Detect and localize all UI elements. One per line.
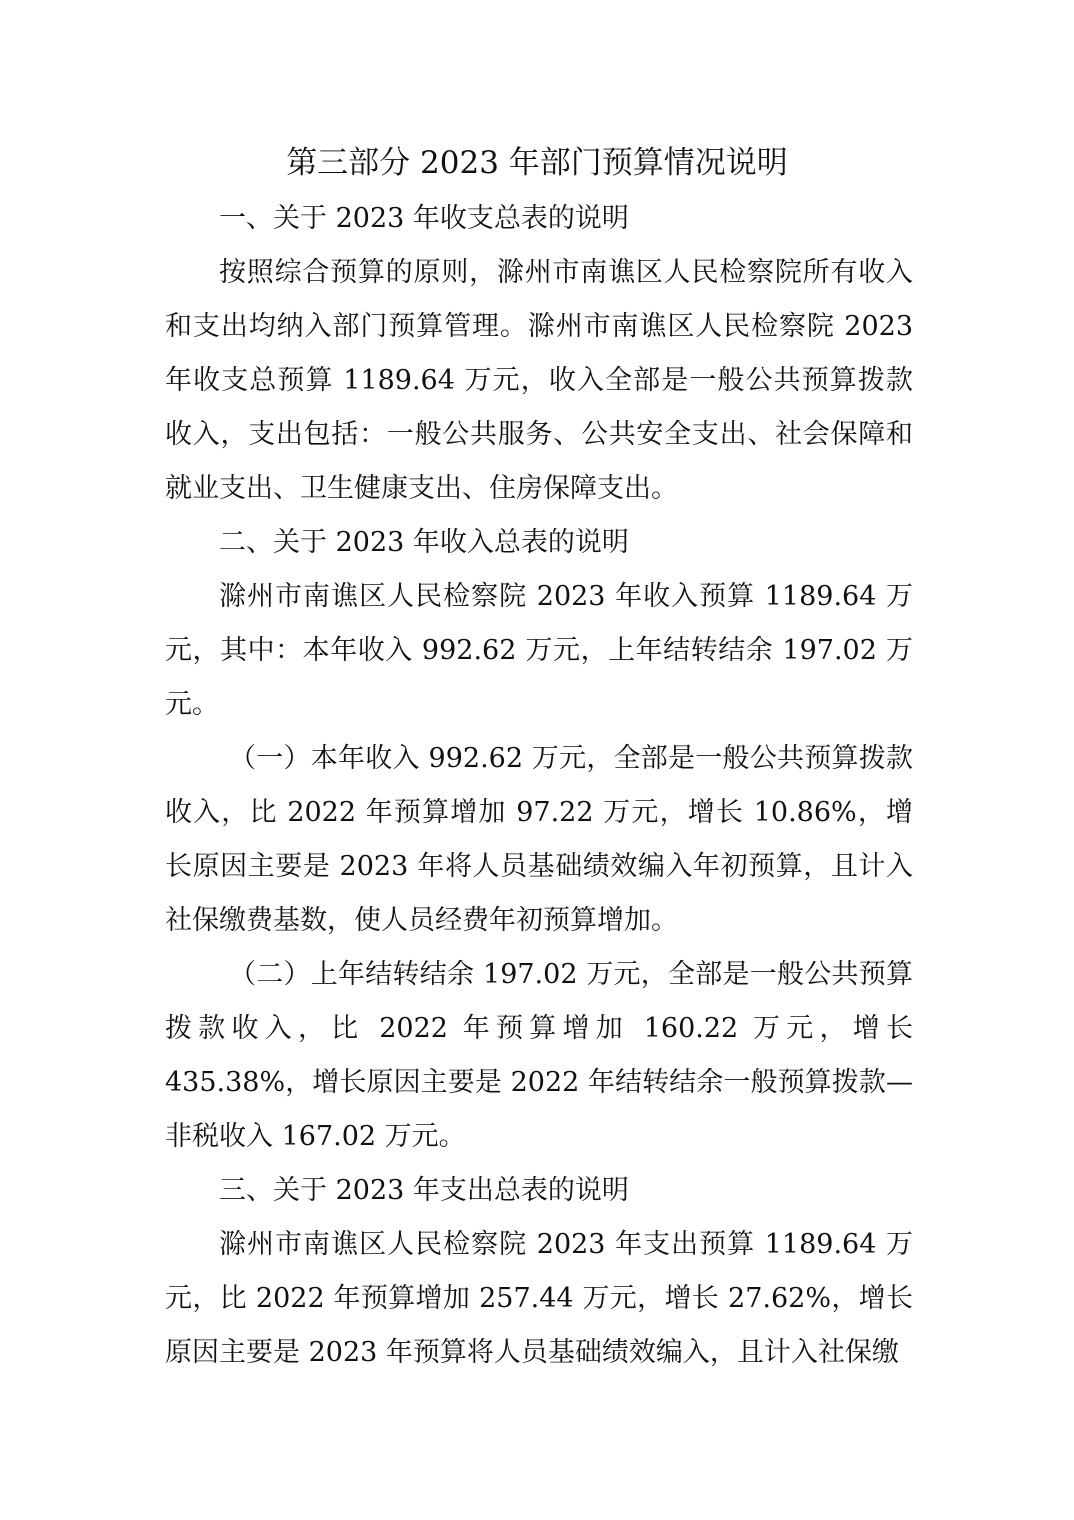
section-2-heading: 二、关于 2023 年收入总表的说明 [219, 527, 629, 558]
section-2-paragraph: 滁州市南谯区人民检察院 2023 年收入预算 1189.64 万元，其中：本年收入 992.62 万元，上年结转结余 197.02 万元。 [165, 581, 913, 720]
section-2-sub-1: （一）本年收入 992.62 万元，全部是一般公共预算拨款收入，比 2022 年预算增加 97.22 万元，增长 10.86%，增长原因主要是 2023 年将人员基础绩效编入年初预算，且计入社保缴费基数，使人员经费年初预算增加。 [165, 743, 913, 936]
section-1-heading: 一、关于 2023 年收支总表的说明 [219, 203, 629, 234]
section-1-paragraph: 按照综合预算的原则，滁州市南谯区人民检察院所有收入和支出均纳入部门预算管理。滁州市南谯区人民检察院 2023 年收支总预算 1189.64 万元，收入全部是一般公共预算拨款收入，支出包括：一般公共服务、公共安全支出、社会保障和就业支出、卫生健康支出、住房保障支出。 [165, 257, 913, 504]
page-title: 第三部分 2023 年部门预算情况说明 [286, 145, 788, 181]
section-3-heading: 三、关于 2023 年支出总表的说明 [219, 1175, 629, 1206]
section-3-paragraph: 滁州市南谯区人民检察院 2023 年支出预算 1189.64 万元，比 2022 年预算增加 257.44 万元，增长 27.62%，增长原因主要是 2023 年预算将人员基础绩效编入，且计入社保缴 [165, 1229, 913, 1368]
section-2-sub-2: （二）上年结转结余 197.02 万元，全部是一般公共预算拨款收入，比 2022 年预算增加 160.22 万元，增长 435.38%，增长原因主要是 2022 年结转结余一般预算拨款—非税收入 167.02 万元。 [165, 959, 913, 1152]
